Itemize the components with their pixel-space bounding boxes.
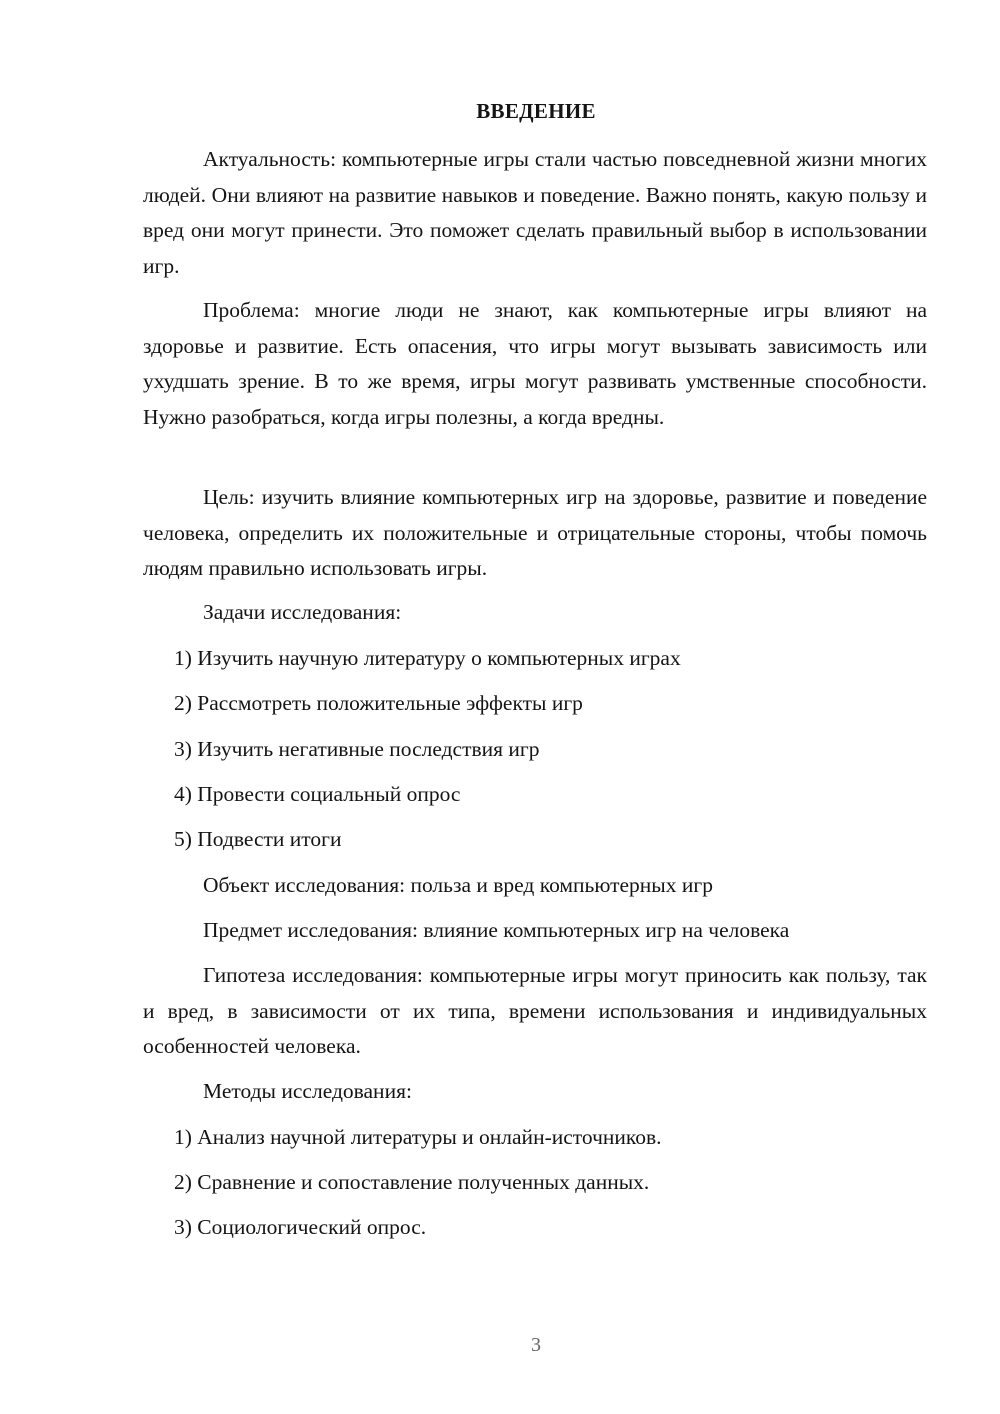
hypothesis-paragraph: Гипотеза исследования: компьютерные игры могут приносить как пользу, так и вред, в зависимости от их типа, времени использования и индивидуальных особенностей человека. — [143, 963, 927, 1058]
task-item: 1) Изучить научную литературу о компьютерных играх — [174, 646, 681, 670]
method-item: 3) Социологический опрос. — [174, 1215, 427, 1239]
tasks-title: Задачи исследования: — [203, 600, 402, 624]
task-item: 3) Изучить негативные последствия игр — [174, 737, 540, 761]
task-item: 5) Подвести итоги — [174, 827, 342, 851]
goal-paragraph: Цель: изучить влияние компьютерных игр на здоровье, развитие и поведение человека, определить их положительные и отрицательные стороны, чтобы помочь людям правильно использовать игры. — [143, 485, 927, 580]
page-number: 3 — [531, 1334, 541, 1356]
task-item: 2) Рассмотреть положительные эффекты игр — [174, 691, 583, 715]
task-item: 4) Провести социальный опрос — [174, 782, 461, 806]
relevance-paragraph: Актуальность: компьютерные игры стали частью повседневной жизни многих людей. Они влияют на развитие навыков и поведение. Важно понять, какую пользу и вред они могут принести. Это поможет сделать правильный выбор в использовании игр. — [143, 147, 927, 278]
section-heading: ВВЕДЕНИЕ — [476, 99, 596, 123]
problem-paragraph: Проблема: многие люди не знают, как компьютерные игры влияют на здоровье и развитие. Есть опасения, что игры могут вызывать зависимость или ухудшать зрение. В то же время, игры могут развивать умственные способности. Нужно разобраться, когда игры полезны, а когда вредны. — [143, 298, 927, 429]
method-item: 2) Сравнение и сопоставление полученных данных. — [174, 1170, 650, 1194]
method-item: 1) Анализ научной литературы и онлайн-источников. — [174, 1125, 662, 1149]
methods-title: Методы исследования: — [203, 1079, 412, 1103]
object-line: Объект исследования: польза и вред компьютерных игр — [203, 873, 713, 897]
subject-line: Предмет исследования: влияние компьютерных игр на человека — [203, 918, 790, 942]
